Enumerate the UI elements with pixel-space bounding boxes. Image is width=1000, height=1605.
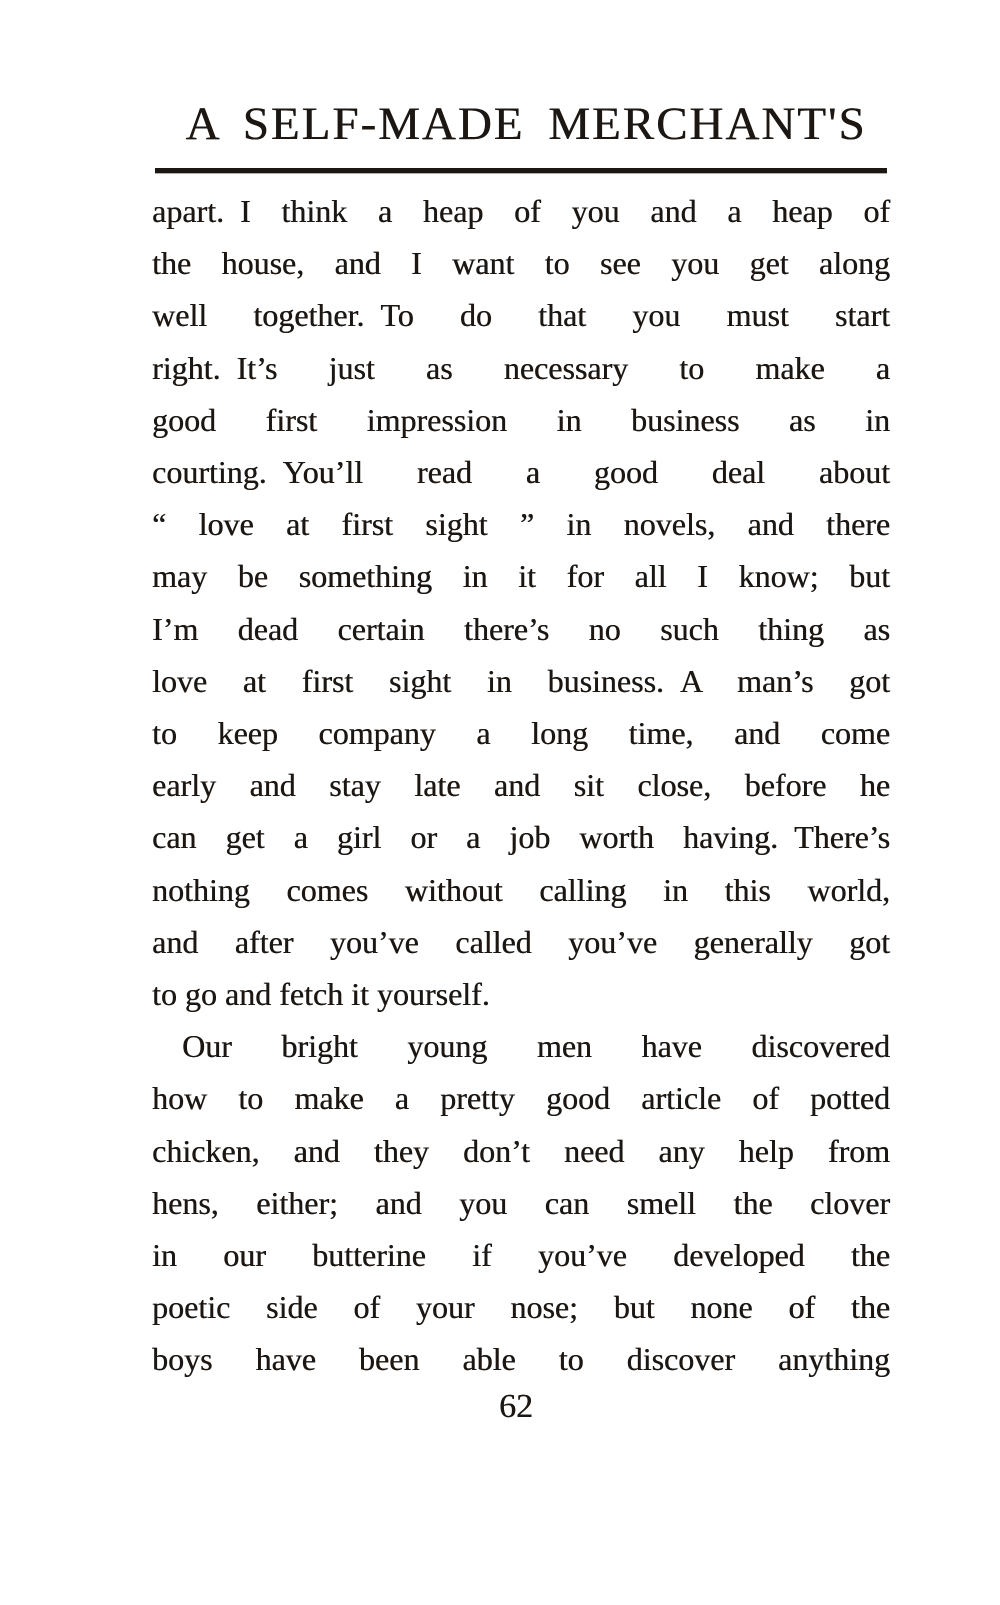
text-line: in our butterine if you’ve developed the [152,1237,890,1274]
text-line: “ love at first sight ” in novels, and there [152,506,890,543]
text-line: apart. I think a heap of you and a heap of [152,193,890,229]
text-line: good first impression in business as in [152,401,890,438]
text-line: love at first sight in business. A man’s got [152,662,890,699]
text-line: boys have been able to discover anything [152,1341,890,1378]
text-line: and after you’ve called you’ve generally got [152,923,890,960]
text-line: Our bright young men have discovered [182,1028,890,1065]
body-text [152,185,890,1386]
text-line: to go and fetch it yourself. [152,976,490,1013]
header-rule [155,168,887,173]
text-line: nothing comes without calling in this world, [152,871,890,908]
text-line: can get a girl or a job worth having. There’s [152,819,890,856]
text-line: hens, either; and you can smell the clover [152,1184,890,1221]
text-line: right. It’s just as necessary to make a [152,349,890,386]
text-line: early and stay late and sit close, before he [152,767,890,804]
text-line: may be something in it for all I know; but [152,558,890,595]
text-line: well together. To do that you must start [152,297,890,334]
text-line: chicken, and they don’t need any help from [152,1132,890,1169]
text-line: the house, and I want to see you get along [152,245,890,282]
running-header: A SELF-MADE MERCHANT'S [185,98,867,150]
page-number: 62 [499,1388,533,1425]
text-line: courting. You’ll read a good deal about [152,454,890,491]
text-line: how to make a pretty good article of potted [152,1080,890,1117]
text-line: to keep company a long time, and come [152,715,890,752]
text-line: I’m dead certain there’s no such thing as [152,610,890,647]
text-line: poetic side of your nose; but none of the [152,1289,890,1326]
